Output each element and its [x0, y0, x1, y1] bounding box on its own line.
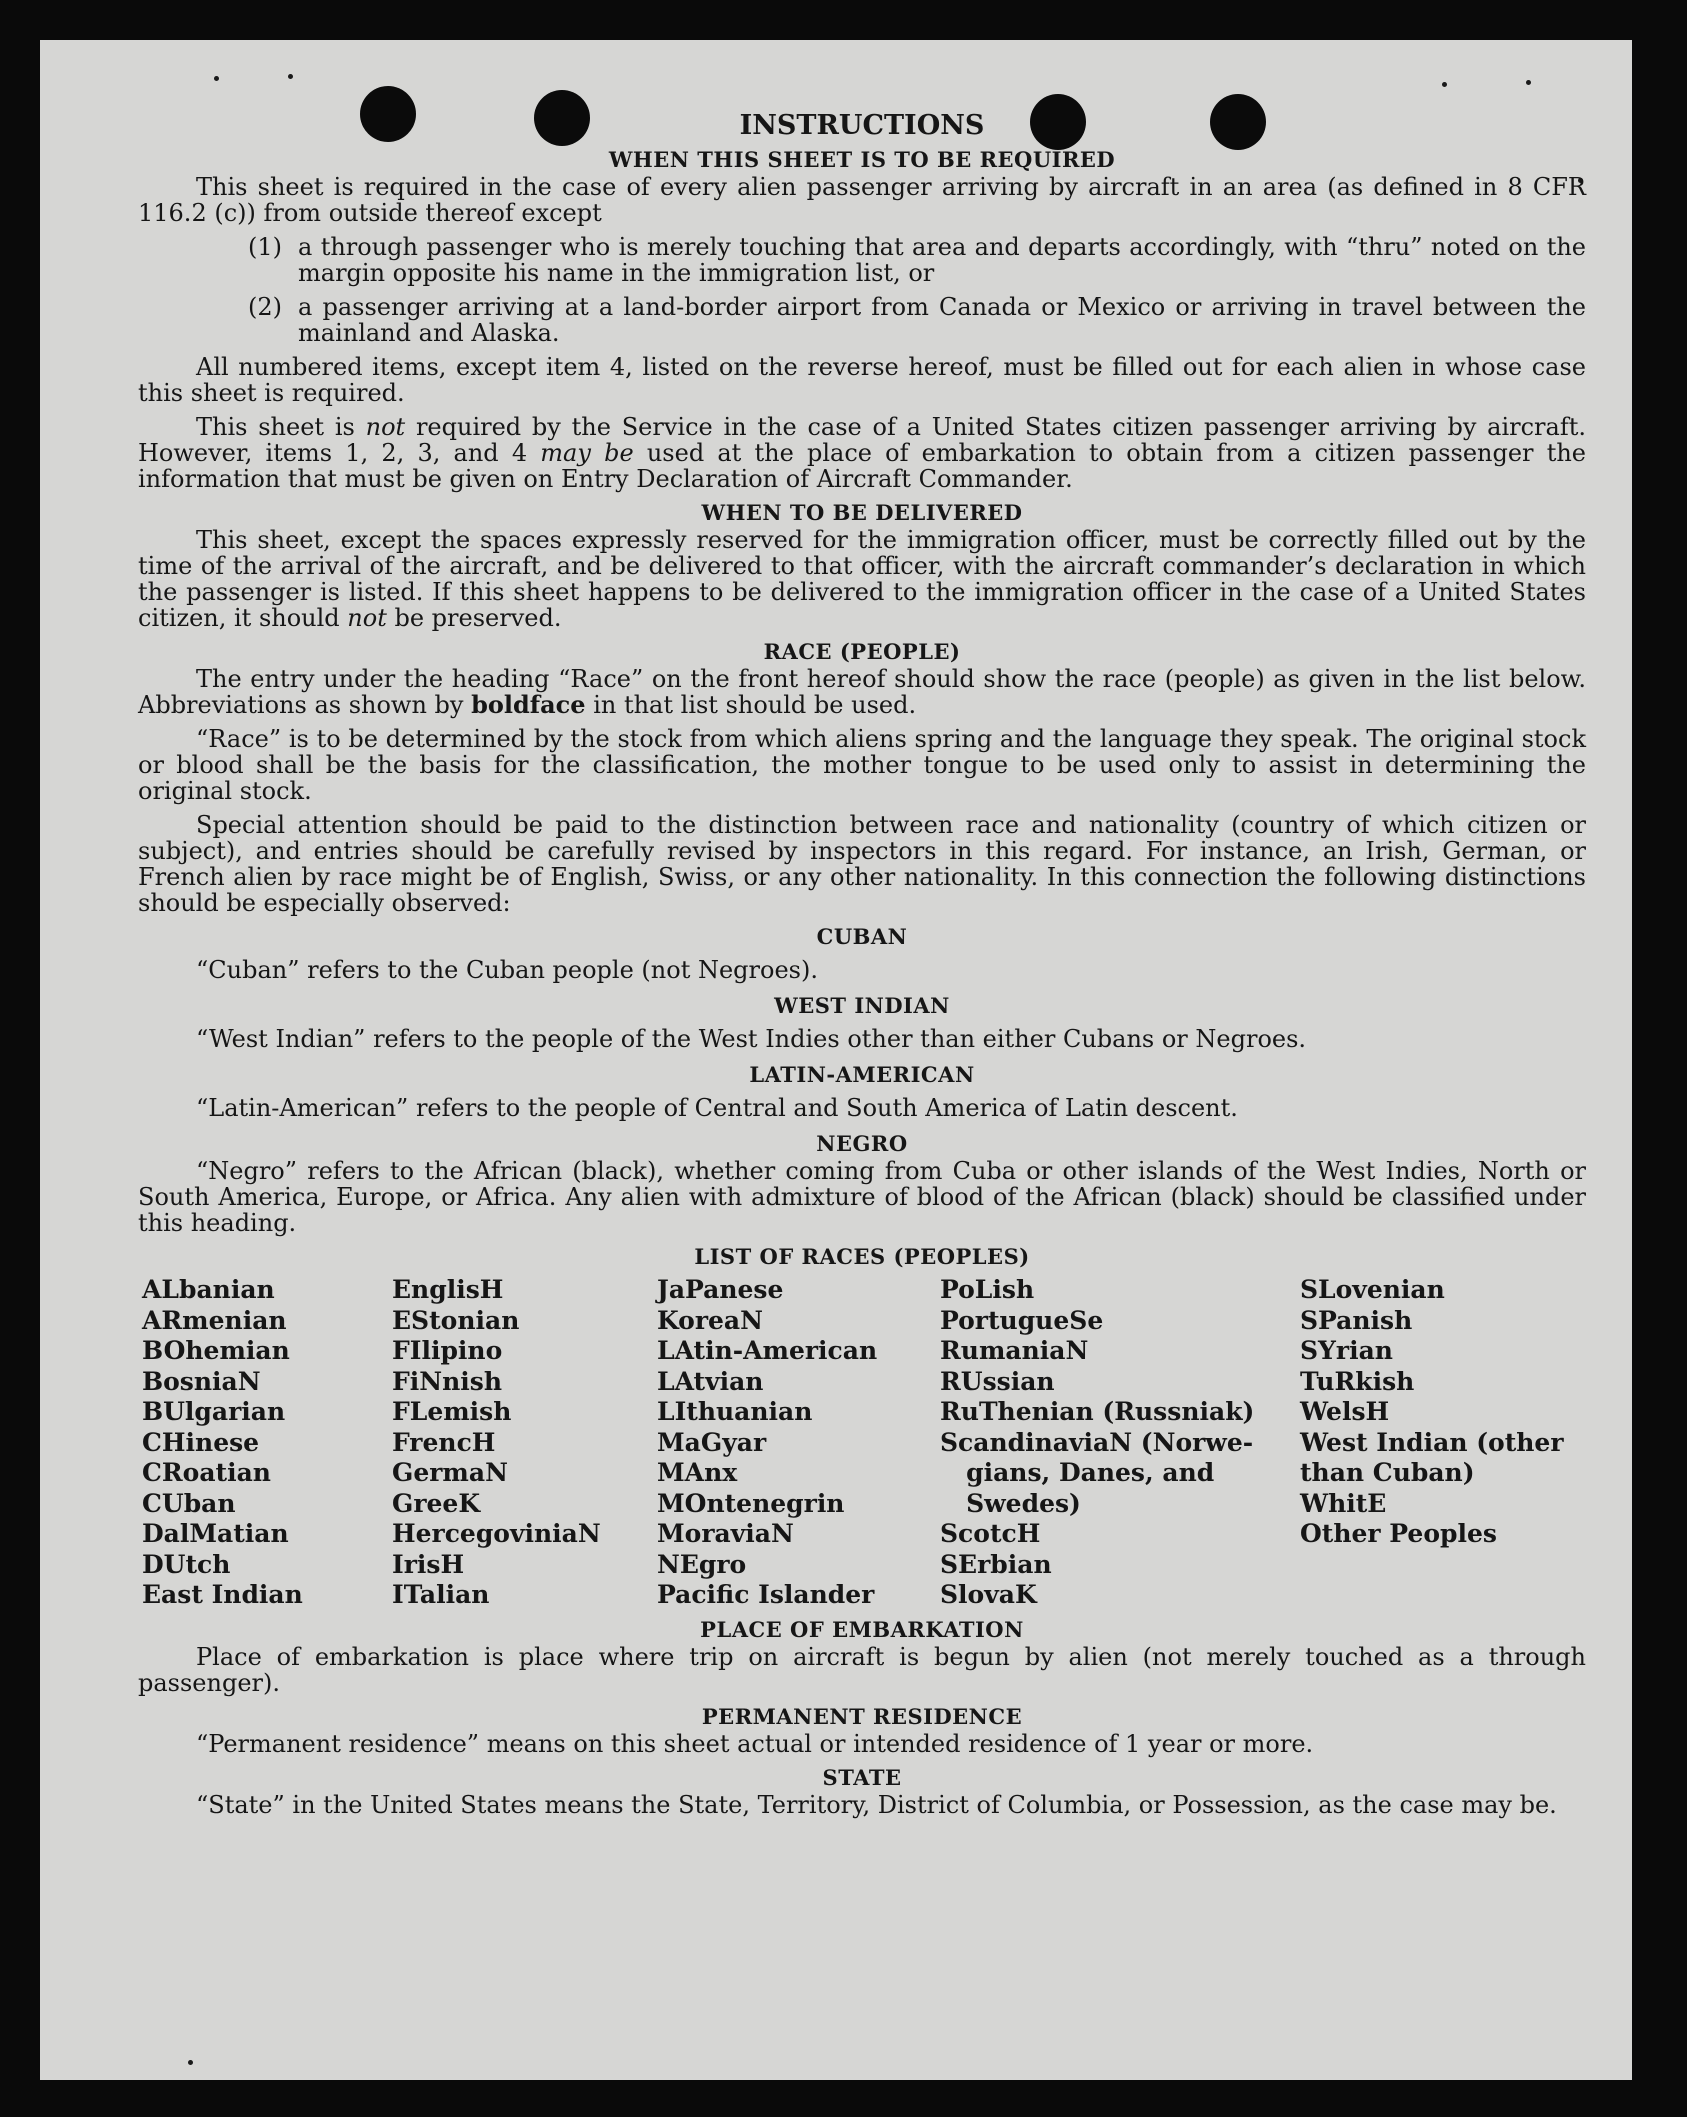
race-entry: ALbanian — [142, 1275, 275, 1304]
race-entry: Other Peoples — [1300, 1519, 1497, 1548]
heading-permanent-residence: PERMANENT RESIDENCE — [701, 1703, 1023, 1729]
race-entry: MAnx — [657, 1458, 738, 1487]
race-entry: BOhemian — [142, 1336, 290, 1365]
races-column — [392, 1275, 657, 1611]
italic-text: not — [347, 604, 387, 632]
races-column — [1300, 1275, 1586, 1611]
race-entry: TuRkish — [1300, 1366, 1415, 1396]
race-entry: CHinese — [142, 1427, 260, 1457]
heading-place-of-embarkation: PLACE OF EMBARKATION — [700, 1616, 1024, 1642]
paragraph: “Permanent residence” means on this sheet actual or intended residence of 1 year or more. — [196, 1729, 1314, 1758]
paragraph: Place of embarkation is place where trip on aircraft is begun by alien (not merely touched as a through passenger). — [138, 1642, 1586, 1697]
race-entry: SlovaK — [940, 1580, 1037, 1609]
speck — [1526, 80, 1531, 85]
paragraph: “Negro” refers to the African (black), whether coming from Cuba or other islands of the West Indies, North or South America, Europe, or Africa. Any alien with admixture of blood of the African (black) should be classified under this heading. — [138, 1157, 1586, 1237]
text-span: This sheet, except the spaces expressly reserved for the immigration officer, must be correctly filled out by the time of the arrival of the aircraft, and be delivered to that officer, with the aircraft commander’s declaration in which the passenger is listed. If this sheet happens to be delivered to the immigration officer in the case of a United States citizen, it should — [138, 526, 1586, 632]
race-entry: EnglisH — [392, 1275, 504, 1304]
italic-text: may be — [540, 439, 634, 467]
race-entry: WhitE — [1300, 1488, 1387, 1518]
paragraph — [138, 666, 1586, 718]
race-entry: ScotcH — [940, 1519, 1041, 1548]
heading-cuban: CUBAN — [816, 924, 908, 949]
race-entry: EStonian — [392, 1305, 520, 1335]
paragraph — [138, 527, 1586, 631]
race-entry: CRoatian — [142, 1458, 271, 1487]
race-entry: HercegoviniaN — [392, 1519, 601, 1548]
text-span: be preserved. — [386, 604, 562, 632]
heading-list-of-races: LIST OF RACES (PEOPLES) — [694, 1244, 1030, 1269]
text-span: This sheet is — [196, 413, 366, 441]
heading-when-delivered: WHEN TO BE DELIVERED — [701, 500, 1023, 525]
race-entry: SYrian — [1300, 1336, 1393, 1365]
race-entry: DalMatian — [142, 1519, 289, 1548]
race-entry: FrencH — [392, 1427, 496, 1457]
race-entry: GermaN — [392, 1458, 508, 1487]
page-title: INSTRUCTIONS — [739, 110, 985, 141]
race-entry: SErbian — [940, 1549, 1052, 1579]
paragraph — [138, 414, 1586, 492]
speck — [1442, 82, 1447, 87]
speck — [188, 2060, 193, 2065]
paragraph: All numbered items, except item 4, listed on the reverse hereof, must be filled out for each alien in whose case this sheet is required. — [138, 353, 1586, 407]
race-entry: RUssian — [940, 1366, 1055, 1396]
race-entry: West Indian (other — [1300, 1427, 1564, 1457]
race-entry: Pacific Islander — [657, 1580, 875, 1609]
race-entry: KoreaN — [657, 1305, 763, 1335]
race-entry: than Cuban) — [1300, 1458, 1475, 1487]
race-entry: LIthuanian — [657, 1397, 813, 1426]
race-entry: MoraviaN — [657, 1519, 794, 1548]
speck — [214, 76, 219, 81]
races-column — [940, 1275, 1300, 1611]
definition-text: “West Indian” refers to the people of the West Indies other than either Cubans or Negroes. — [196, 1025, 1307, 1053]
race-entry: FIlipino — [392, 1336, 503, 1365]
item-text: a passenger arriving at a land-border airport from Canada or Mexico or arriving in travel between the mainland and Alaska. — [298, 293, 1586, 347]
race-entry: LAtvian — [657, 1366, 764, 1396]
heading-negro: NEGRO — [816, 1131, 908, 1156]
race-entry: BUlgarian — [142, 1397, 286, 1426]
race-entry: WelsH — [1300, 1397, 1390, 1426]
races-column — [142, 1275, 392, 1611]
speck — [288, 74, 293, 79]
race-entry: IrisH — [392, 1549, 465, 1579]
list-item — [248, 234, 1586, 286]
heading-west-indian: WEST INDIAN — [774, 993, 950, 1018]
item-number: (2) — [248, 293, 282, 321]
text-span: required by the Service in the case of a United States citizen passenger arriving by aircraft. However, items 1, 2, 3, and 4 — [138, 413, 1586, 467]
instructions-content — [138, 110, 1586, 1826]
heading-race: RACE (PEOPLE) — [763, 639, 961, 664]
item-number: (1) — [248, 233, 282, 261]
list-item — [248, 294, 1586, 346]
races-column — [657, 1275, 940, 1611]
race-entry: East Indian — [142, 1580, 303, 1609]
race-entry: SPanish — [1300, 1305, 1413, 1335]
text-span: The entry under the heading “Race” on the front hereof should show the race (people) as given in the list below. Abbreviations as shown by — [138, 665, 1586, 719]
race-entry: DUtch — [142, 1549, 231, 1579]
document-sheet — [40, 40, 1632, 2080]
race-entry: LAtin-American — [657, 1336, 878, 1365]
paragraph: “State” in the United States means the State, Territory, District of Columbia, or Possession, as the case may be. — [196, 1790, 1557, 1819]
race-entry: MOntenegrin — [657, 1488, 845, 1518]
race-entry: RumaniaN — [940, 1336, 1089, 1365]
paragraph: This sheet is required in the case of every alien passenger arriving by aircraft in an area (as defined in 8 CFR 116.2 (c)) from outside thereof except — [138, 173, 1586, 227]
definition-text: “Latin-American” refers to the people of Central and South America of Latin descent. — [196, 1094, 1238, 1122]
race-entry: GreeK — [392, 1488, 481, 1518]
race-entry: BosniaN — [142, 1366, 261, 1396]
race-entry: ITalian — [392, 1580, 490, 1609]
text-span: in that list should be used. — [585, 691, 917, 719]
race-entry: PortugueSe — [940, 1305, 1104, 1335]
race-entry: FiNnish — [392, 1366, 503, 1396]
races-list — [142, 1275, 1586, 1611]
race-entry: NEgro — [657, 1549, 747, 1579]
race-entry: Swedes) — [940, 1488, 1081, 1518]
race-entry: ARmenian — [142, 1305, 287, 1335]
race-entry: gians, Danes, and — [940, 1458, 1215, 1487]
paragraph: Special attention should be paid to the distinction between race and nationality (country of which citizen or subject), and entries should be carefully revised by inspectors in this regard. For instance, an Irish, German, or French alien by race might be of English, Swiss, or any other nationality. In this connection the following distinctions should be especially observed: — [138, 811, 1586, 917]
race-entry: MaGyar — [657, 1427, 767, 1457]
race-entry: PoLish — [940, 1275, 1035, 1304]
heading-latin-american: LATIN-AMERICAN — [749, 1062, 975, 1087]
race-entry: RuThenian (Russniak) — [940, 1397, 1255, 1426]
italic-text: not — [365, 413, 406, 441]
race-entry: FLemish — [392, 1397, 512, 1426]
bold-text: boldface — [471, 690, 586, 719]
text-span: used at the place of embarkation to obtain from a citizen passenger the information that must be given on Entry Declaration of Aircraft Commander. — [138, 439, 1586, 493]
heading-when-required: WHEN THIS SHEET IS TO BE REQUIRED — [608, 147, 1116, 172]
definition-text: “Cuban” refers to the Cuban people (not Negroes). — [196, 956, 818, 984]
paragraph: “Race” is to be determined by the stock from which aliens spring and the language they speak. The original stock or blood shall be the basis for the classification, the mother tongue to be used only to assist in determining the original stock. — [138, 725, 1586, 805]
race-entry: SLovenian — [1300, 1275, 1445, 1304]
race-entry: CUban — [142, 1488, 236, 1518]
heading-state: STATE — [822, 1764, 902, 1790]
race-entry: ScandinaviaN (Norwe- — [940, 1427, 1254, 1457]
item-text: a through passenger who is merely touching that area and departs accordingly, with “thru” noted on the margin opposite his name in the immigration list, or — [298, 233, 1586, 287]
race-entry: JaPanese — [657, 1275, 784, 1304]
